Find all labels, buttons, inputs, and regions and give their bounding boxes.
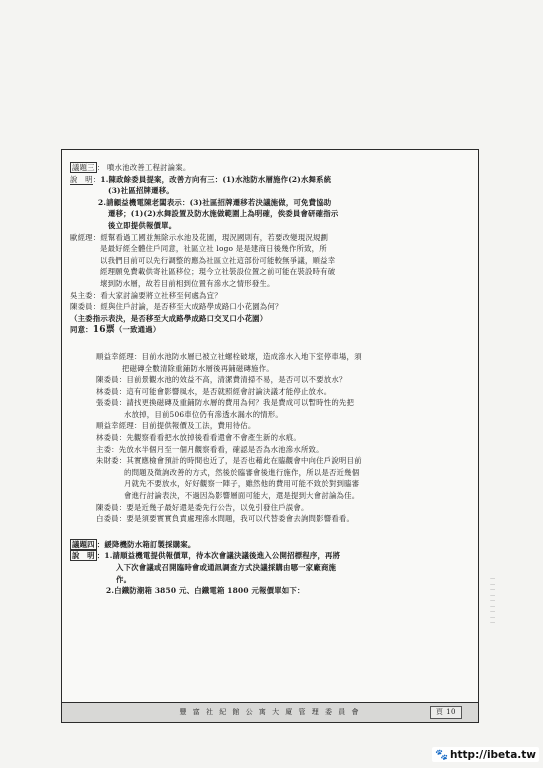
topic3-note-label: 說 明: [70, 174, 93, 184]
topic4-note1-cont1: 入下次會議或召開臨時會或通訊調查方式決議採購由哪一家廠商施: [116, 563, 337, 572]
topic3-note2-cont2: 後立即提供報價單。: [108, 220, 177, 230]
topic3-note1-cont: (3)社區招牌遷移。: [108, 186, 174, 196]
discussion-block-2: [70, 351, 468, 525]
vote-line: 同意：16票（一致通過）: [70, 325, 161, 336]
topic4-note-label: 說 明: [72, 551, 95, 561]
topic3-note2-cont1: 遷移；(1)(2)水舞設置及防水施做範圍上為明確，俟委員會研確指示: [108, 209, 339, 219]
topic3-title: 噴水池改善工程討論案。: [106, 163, 191, 172]
discussion-line: 水放掉，目前506車位仍有滲透水漏水的情形。: [124, 409, 283, 419]
topic3-heading: 議題三 ： 噴水池改善工程討論案。: [72, 163, 191, 172]
discussion-block-1: [70, 232, 468, 313]
discussion-line: 主委：先放水半個月至一個月觀察看看，確認是否為水池滲水所致。: [96, 444, 324, 454]
watermark: [432, 747, 539, 762]
paw-icon: 🐾: [434, 749, 449, 761]
discussion-line: 把磁磚全數清除重鋪防水層後再鋪磁磚施作。: [122, 363, 274, 373]
topic3-note2: 2.請顧益機電陳老闆表示：(3)社區招牌遷移若決議施做，可免費協助: [98, 197, 332, 207]
topic4-heading: 議題四 ：緩降機防水箱訂製採購案。: [72, 539, 196, 549]
discussion-line: 壞到防水層，故若目前相到位置有滲水之情形發生。: [100, 278, 275, 288]
page-footer: [62, 702, 478, 722]
discussion-line: 月就先不要放水，好好觀察一陣子，雖然他的費用可能不致於對到臨審: [124, 479, 360, 489]
discussion-line: 陳委員：目前景觀水池的效益不高，清潔費清掃不易，是否可以不要放水？: [96, 375, 347, 385]
discussion-line: 會進行討論表決，不過因為影響層面可能大，還是提到大會討論為佳。: [124, 491, 360, 501]
vote-count: 16票: [92, 325, 115, 336]
discussion-line: 陳委員：經與住戶討論，是否移至大成路學成路口小花園為何？: [70, 302, 283, 312]
margin-stamp: ｜｜｜｜｜｜｜｜｜: [489, 576, 495, 626]
discussion-line: 的問題及徵詢改善的方式，然後於臨審會後進行施作，所以是否近幾個: [124, 467, 360, 477]
discussion-line: 順益幸經理：目前提供報價及工法，費用待估。: [96, 421, 256, 431]
topic4-note2: 2.白鐵防潮箱 3850 元、白鐵電箱 1800 元報價單如下：: [106, 586, 305, 596]
discussion-line: 順益幸經理：目前水池防水層已被立社螺栓破壞，造成滲水入地下室停車場，須: [96, 351, 362, 361]
discussion-line: 陳委員：要是近幾子最好還是委先行公告，以免引發住戶誤會。: [96, 502, 309, 512]
discussion-line: 林委員：先觀察看看把水放掉後看看還會不會產生新的水痕。: [96, 433, 301, 443]
discussion-line: 張委員：請找更換磁磚及重鋪防水層的費用為何？我是費成可以暫時性的先把: [96, 398, 355, 408]
page-content: [70, 162, 468, 722]
discussion-line: 林委員：這有可能會影響風水，是否就照經會討論決議才能停止放水。: [96, 386, 332, 396]
discussion-line: 歐經理：經幫看過工國並無除示水池及花園，現況國則有，若要改變現況規劃: [70, 232, 329, 242]
discussion-line: 白委員：要是須要實實負責處理滲水問題，我可以代替委會去詢問影響看看。: [96, 514, 355, 524]
topic4-note1-cont2: 作。: [116, 574, 132, 584]
discussion-line: 吳主委：看大家討論要將立社移至何處為宜？: [70, 290, 222, 300]
document-page: [61, 149, 479, 723]
discussion-line: 經理願免費載供寄社區移位；現今立社裝設位置之前可能在裝設時有破: [100, 267, 336, 277]
discussion-line: 以我們目前可以先行調整的應為社區立社這部份可能較無爭議，順益幸: [100, 255, 336, 265]
page-number: 頁 10: [430, 706, 462, 719]
watermark-text: http://ibeta.tw: [450, 749, 536, 761]
discussion-line: 是最好經全體住戶同意，社區立社 logo 是是建商日後幾作所致，所: [100, 244, 327, 254]
topic4-title: 緩降機防水箱訂製採購案。: [104, 539, 196, 549]
topic4-label: 議題四: [72, 539, 95, 549]
decision-line: （主委指示表決，是否移至大成路學成路口交叉口小花園）: [70, 313, 268, 323]
topic3-label: 議題三: [72, 163, 95, 172]
discussion-line: 朱財委：其實應檢會預計的時間也近了，是否也藉此在臨觀會中向住戶說明目前: [96, 456, 362, 466]
topic3-note1: 說 明：1.陳政餘委員提案，改善方向有三：(1)水池防水層施作(2)水舞系統: [70, 174, 332, 184]
footer-title: 豐 富 社 紀 館 公 寓 大 廈 管 理 委 員 會: [179, 708, 361, 716]
topic4-note1: 說 明 ：1.請順益機電提供報價單，待本次會議決議後進入公開招標程序，再將: [72, 551, 341, 561]
